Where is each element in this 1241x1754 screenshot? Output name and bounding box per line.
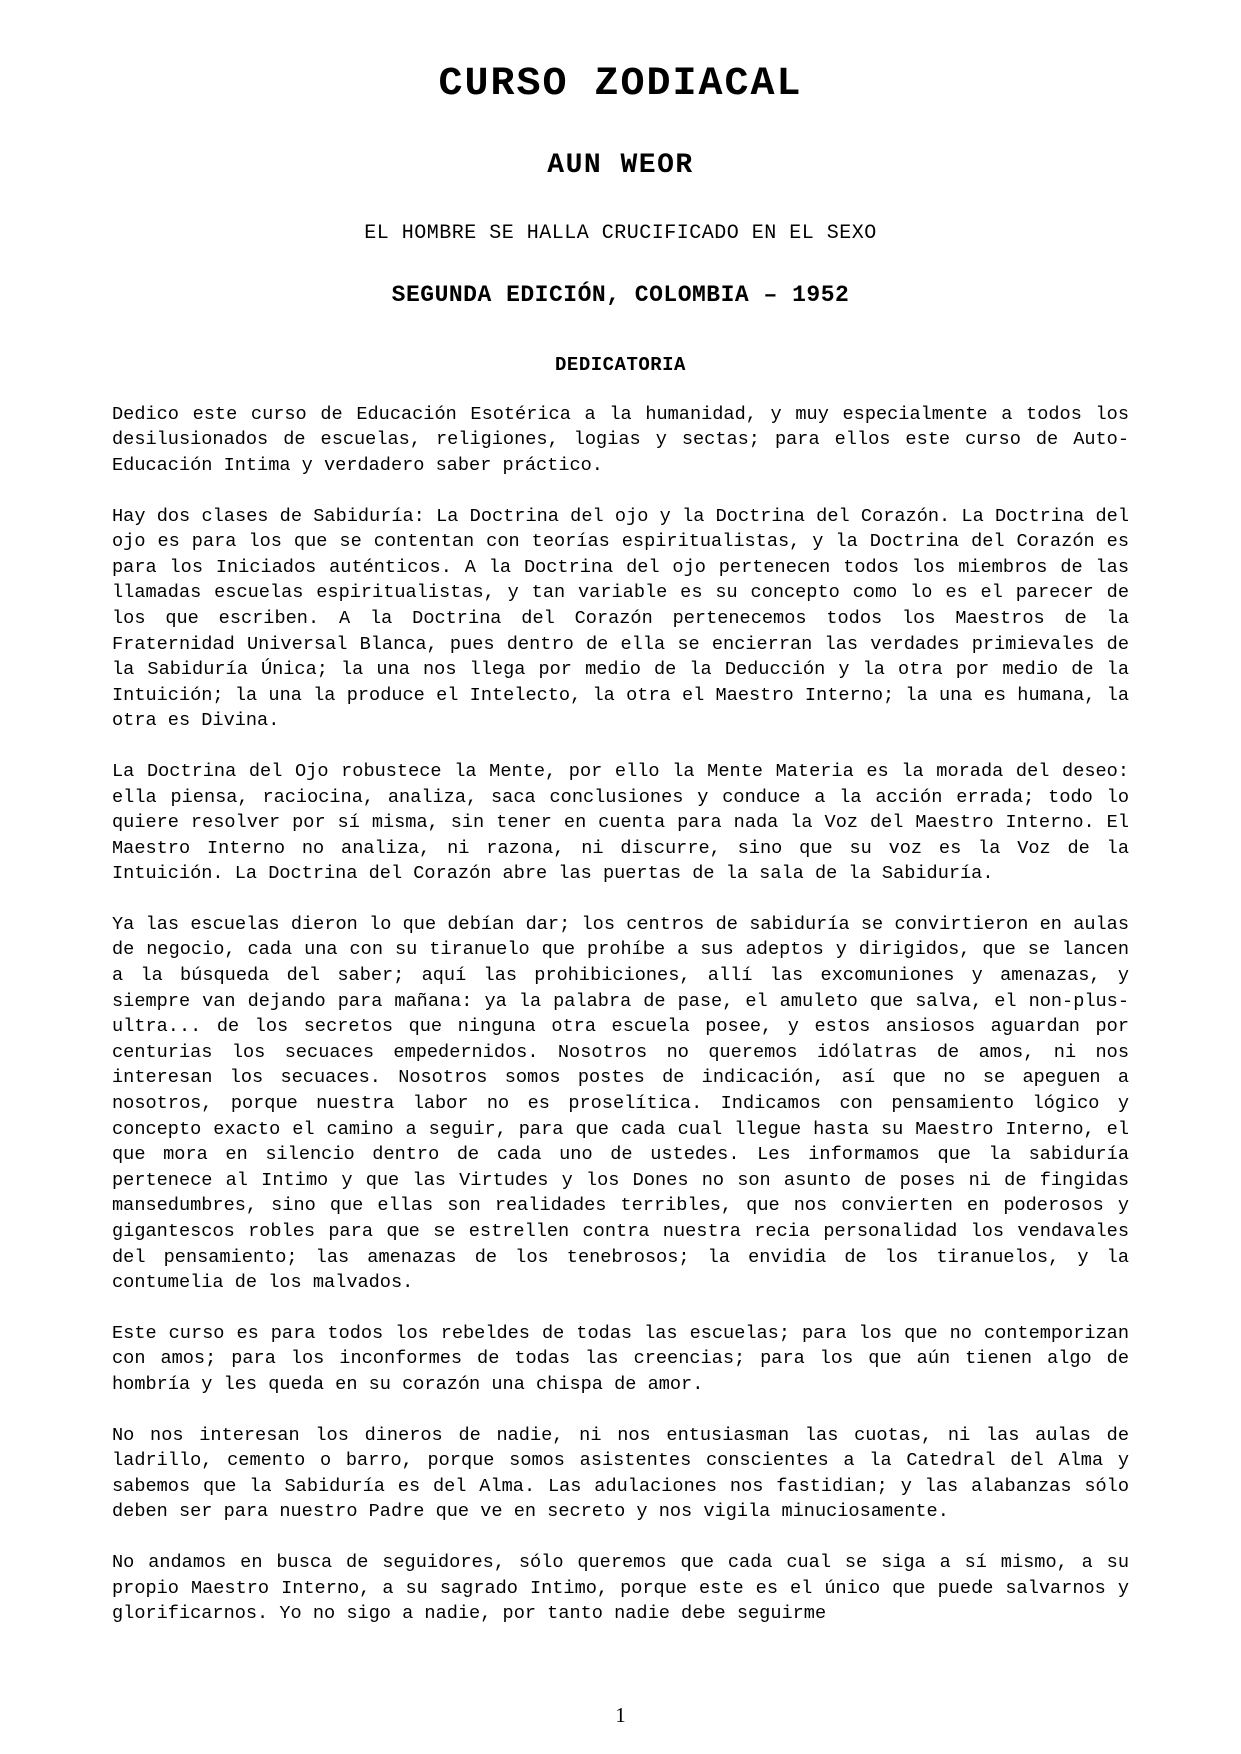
page-title: CURSO ZODIACAL xyxy=(438,62,803,107)
paragraph: No nos interesan los dineros de nadie, ni nos entusiasman las cuotas, ni las aulas de ladrillo, cemento o barro, porque somos asistentes conscientes a la Catedral del Alma y sabemos que la Sabiduría es del Alma. Las adulaciones nos fastidian; y las alabanzas sólo deben ser para nuestro Padre que ve en secreto y nos vigila minuciosamente. xyxy=(112,1424,1129,1523)
page-number: 1 xyxy=(615,1703,626,1727)
paragraph: Dedico este curso de Educación Esotérica a la humanidad, y muy especialmente a todos los desilusionados de escuelas, religiones, logias y sectas; para ellos este curso de Auto-Educación Intima y verdadero saber práctico. xyxy=(112,403,1129,476)
body-text xyxy=(112,402,1129,1627)
paragraph: La Doctrina del Ojo robustece la Mente, por ello la Mente Materia es la morada del deseo: ella piensa, raciocina, analiza, saca conclusiones y conduce a la acción errada; todo lo quiere resolver por sí misma, sin tener en cuenta para nada la Voz del Maestro Interno. El Maestro Interno no analiza, ni razona, ni discurre, sino que su voz es la Voz de la Intuición. La Doctrina del Corazón abre las puertas de la sala de la Sabiduría. xyxy=(112,760,1129,885)
paragraph: Ya las escuelas dieron lo que debían dar; los centros de sabiduría se convirtieron en aulas de negocio, cada una con su tiranuelo que prohíbe a sus adeptos y dirigidos, que se lancen a la búsqueda del saber; aquí las prohibiciones, allí las excomuniones y amenazas, y siempre van dejando para mañana: ya la palabra de pase, el amuleto que salva, el non-plus-ultra... de los secretos que ninguna otra escuela posee, y estos ansiosos aguardan por centurias los secuaces empedernidos. Nosotros no queremos idólatras de amos, ni nos interesan los secuaces. Nosotros somos postes de indicación, así que no se apeguen a nosotros, porque nuestra labor no es proselítica. Indicamos con pensamiento lógico y concepto exacto el camino a seguir, para que cada cual llegue hasta su Maestro Interno, el que mora en silencio dentro de cada uno de ustedes. Les informamos que la sabiduría pertenece al Intimo y que las Virtudes y los Dones no son asunto de poses ni de fingidas mansedumbres, sino que ellas son realidades terribles, que nos convierten en poderosos y gigantescos robles para que se estrellen contra nuestra recia personalidad los vendavales del pensamiento; las amenazas de los tenebrosos; la envidia de los tiranuelos, y la contumelia de los malvados. xyxy=(112,913,1129,1294)
edition-line: SEGUNDA EDICIÓN, COLOMBIA – 1952 xyxy=(391,282,850,309)
paragraph: Hay dos clases de Sabiduría: La Doctrina del ojo y la Doctrina del Corazón. La Doctrina del ojo es para los que se contentan con teorías espiritualistas, y la Doctrina del Corazón es para los Iniciados auténticos. A la Doctrina del ojo pertenecen todos los miembros de las llamadas escuelas espiritualistas, y tan variable es su concepto como lo es el parecer de los que escriben. A la Doctrina del Corazón pertenecemos todos los Maestros de la Fraternidad Universal Blanca, pues dentro de ella se encierran las verdades primievales de la Sabiduría Única; la una nos llega por medio de la Deducción y la otra por medio de la Intuición; la una la produce el Intelecto, la otra el Maestro Interno; la una es humana, la otra es Divina. xyxy=(112,505,1129,732)
author-name: AUN WEOR xyxy=(547,150,694,181)
paragraph: No andamos en busca de seguidores, sólo queremos que cada cual se siga a sí mismo, a su propio Maestro Interno, a su sagrado Intimo, porque este es el único que puede salvarnos y glorificarnos. Yo no sigo a nadie, por tanto nadie debe seguirme xyxy=(112,1551,1129,1625)
tagline: EL HOMBRE SE HALLA CRUCIFICADO EN EL SEXO xyxy=(364,222,877,246)
section-heading-dedicatoria: DEDICATORIA xyxy=(555,353,686,376)
paragraph: Este curso es para todos los rebeldes de todas las escuelas; para los que no contemporizan con amos; para los inconformes de todas las creencias; para los que aún tienen algo de hombría y les queda en su corazón una chispa de amor. xyxy=(112,1322,1129,1395)
